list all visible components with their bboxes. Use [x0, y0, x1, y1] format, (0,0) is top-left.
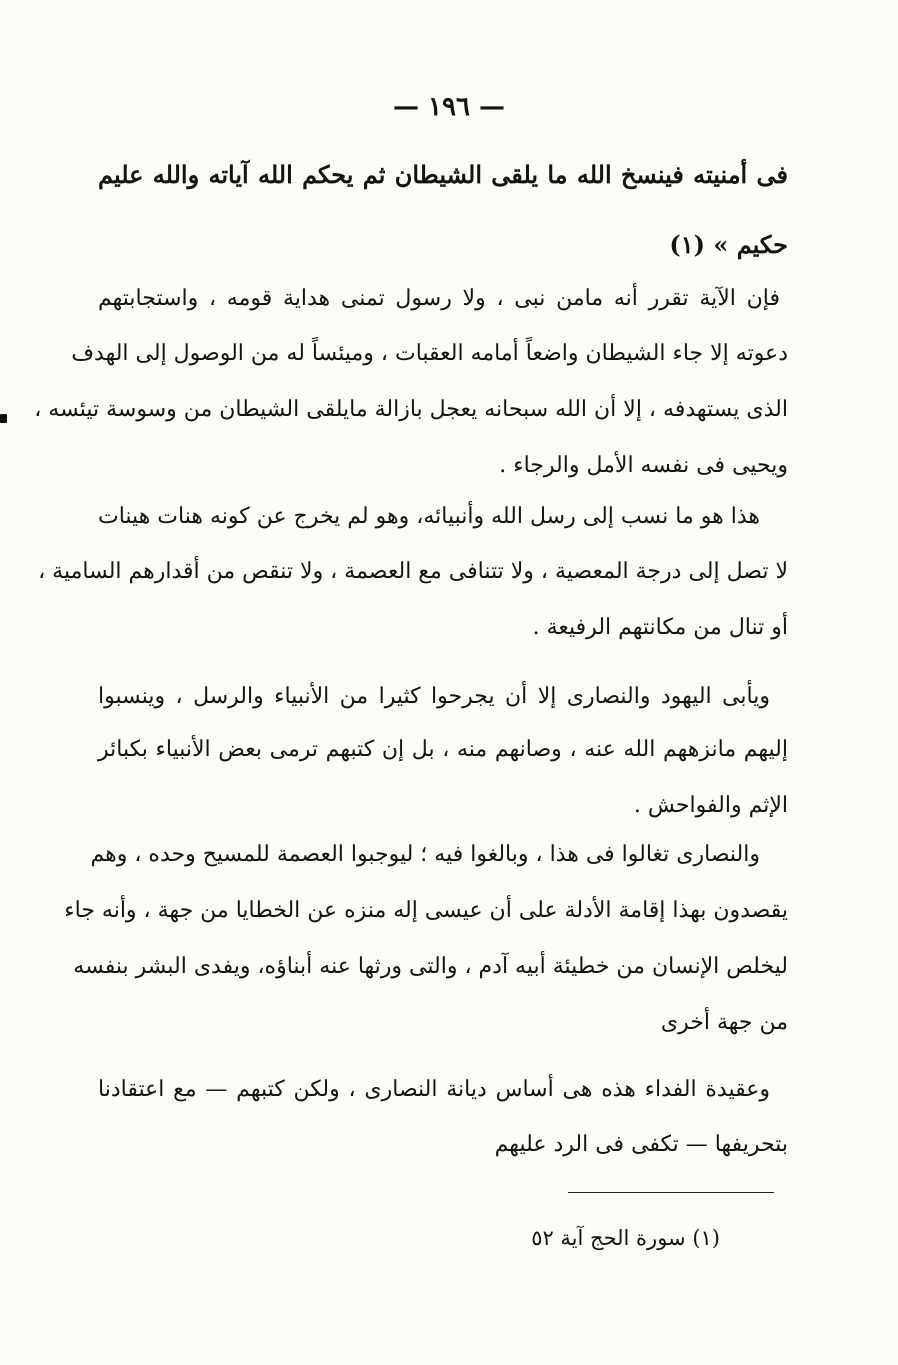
paragraph-line: ويحيى فى نفسه الأمل والرجاء .	[499, 453, 788, 478]
paragraph-line: بتحريفها — تكفى فى الرد عليهم	[494, 1132, 788, 1157]
paragraph-line: لا تصل إلى درجة المعصية ، ولا تتنافى مع العصمة ، ولا تنقص من أقدارهم السامية ،	[38, 559, 788, 584]
scan-edge-mark	[0, 414, 7, 423]
paragraph-line: يقصدون بهذا إقامة الأدلة على أن عيسى إله منزه عن الخطايا من جهة ، وأنه جاء	[64, 898, 788, 923]
paragraph-line: ويأبى اليهود والنصارى إلا أن يجرحوا كثيرا من الأنبياء والرسل ، وينسبوا	[98, 684, 770, 709]
page-number: — ١٩٦ —	[392, 92, 506, 122]
paragraph-line: هذا هو ما نسب إلى رسل الله وأنبيائه، وهو لم يخرج عن كونه هنات هينات	[98, 504, 760, 529]
footnote-separator	[568, 1192, 774, 1193]
paragraph-line: والنصارى تغالوا فى هذا ، وبالغوا فيه ؛ ليوجبوا العصمة للمسيح وحده ، وهم	[90, 842, 760, 867]
paragraph-line: إليهم مانزههم الله عنه ، وصانهم منه ، بل إن كتبهم ترمى بعض الأنبياء بكبائر	[98, 737, 788, 762]
quran-verse-line-1: فى أمنيته فينسخ الله ما يلقى الشيطان ثم يحكم الله آياته والله عليم	[98, 160, 788, 189]
paragraph-line: الإثم والفواحش .	[633, 793, 788, 818]
paragraph-line: ليخلص الإنسان من خطيئة أبيه آدم ، والتى ورثها عنه أبناؤه، ويفدى البشر بنفسه	[73, 954, 788, 979]
footnote: (١) سورة الحج آية ٥٢	[531, 1226, 720, 1250]
paragraph-line: الذى يستهدفه ، إلا أن الله سبحانه يعجل بازالة مايلقى الشيطان من وسوسة تيئسه ،	[34, 397, 788, 422]
paragraph-line: وعقيدة الفداء هذه هى أساس ديانة النصارى ، ولكن كتبهم — مع اعتقادنا	[98, 1077, 770, 1102]
paragraph-line: أو تنال من مكانتهم الرفيعة .	[532, 615, 788, 640]
quran-verse-line-2: حكيم » (١)	[669, 230, 788, 259]
paragraph-line: فإن الآية تقرر أنه مامن نبى ، ولا رسول تمنى هداية قومه ، واستجابتهم	[98, 286, 780, 311]
paragraph-line: دعوته إلا جاء الشيطان واضعاً أمامه العقبات ، وميئساً له من الوصول إلى الهدف	[71, 341, 788, 366]
paragraph-line: من جهة أخرى	[660, 1010, 788, 1035]
